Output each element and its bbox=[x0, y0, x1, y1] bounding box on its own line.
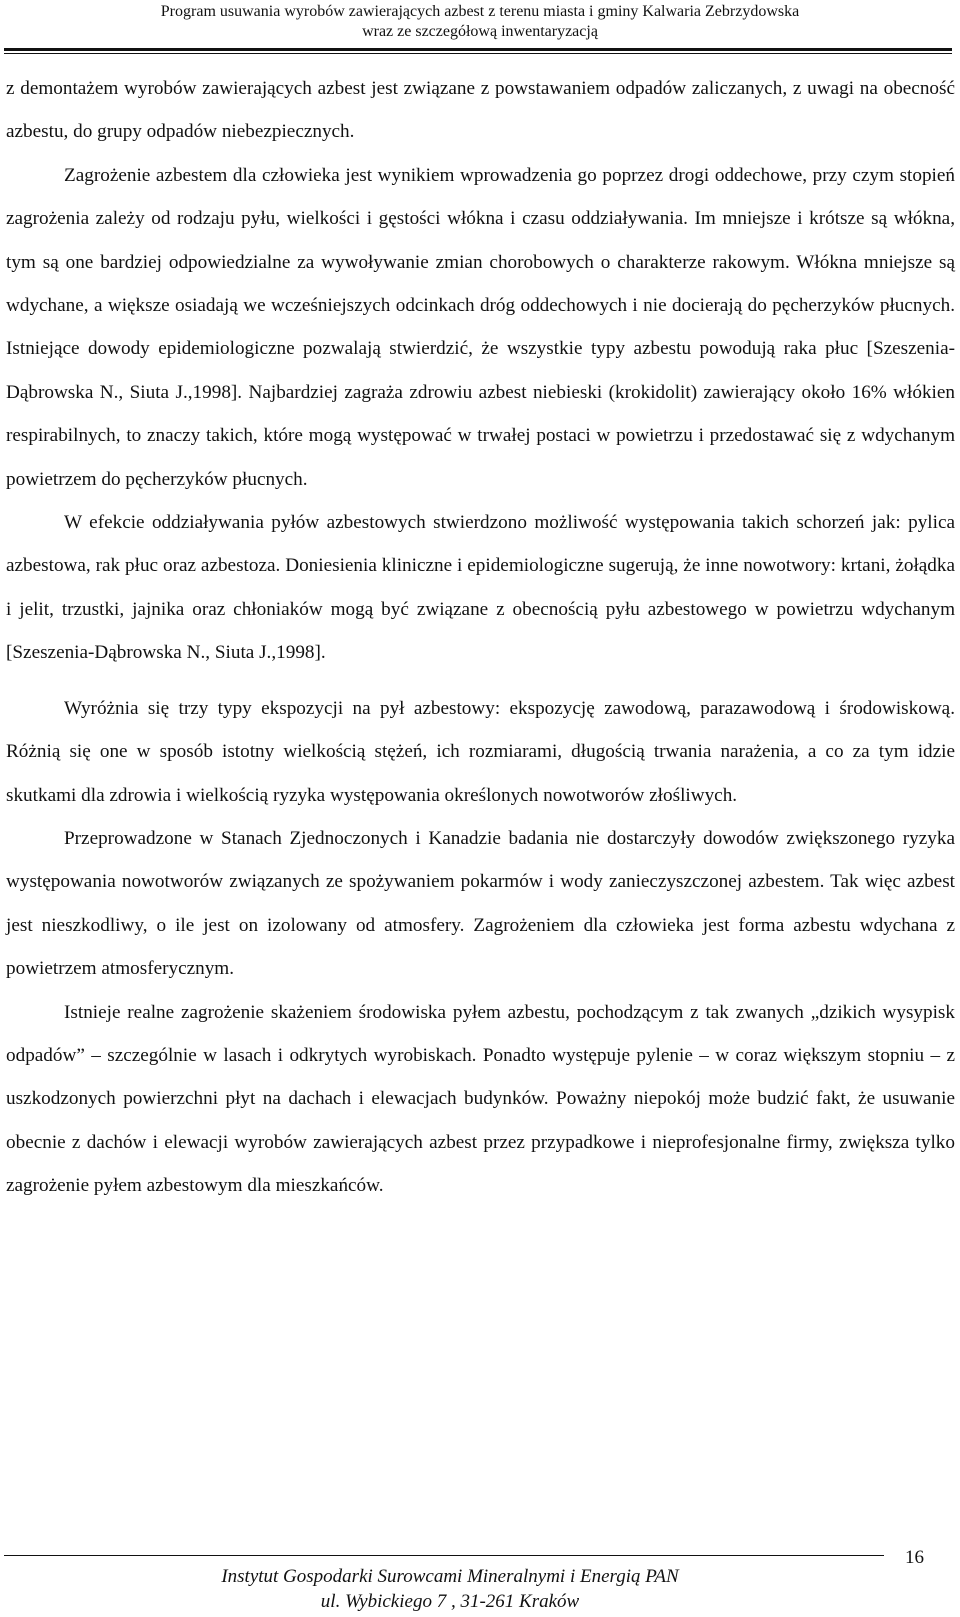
footer-divider bbox=[4, 1555, 884, 1556]
paragraph-5: Przeprowadzone w Stanach Zjednoczonych i Kanadzie badania nie dostarczyły dowodów zwiększonego ryzyka występowania nowotworów związanych ze spożywaniem pokarmów i wody zanieczyszczonej azbestem. Tak więc azbest jest nieszkodliwy, o ile jest on izolowany od atmosfery. Zagrożeniem dla człowieka jest forma azbestu wdychana z powietrzem atmosferycznym. bbox=[6, 827, 955, 980]
footer-address: ul. Wybickiego 7 , 31-261 Kraków bbox=[320, 1591, 580, 1612]
header-title-line1: Program usuwania wyrobów zawierających azbest z terenu miasta i gminy Kalwaria Zebrzydowska bbox=[160, 3, 800, 20]
paragraph-1: z demontażem wyrobów zawierających azbest jest związane z powstawaniem odpadów zaliczanych, z uwagi na obecność azbestu, do grupy odpadów niebezpiecznych. bbox=[6, 78, 955, 143]
paragraph-4: Wyróżnia się trzy typy ekspozycji na pył azbestowy: ekspozycję zawodową, parazawodową i środowiskową. Różnią się one w sposób istotny wielkością stężeń, ich rozmiarami, długością trwania narażenia, a co za tym idzie skutkami dla zdrowia i wielkością ryzyka występowania określonych nowotworów złośliwych. bbox=[6, 697, 955, 806]
page-number: 16 bbox=[905, 1547, 924, 1568]
page-footer bbox=[0, 1564, 900, 1614]
header-divider-thin bbox=[4, 53, 952, 54]
footer-institution: Instytut Gospodarki Surowcami Mineralnymi i Energią PAN bbox=[221, 1566, 679, 1587]
document-body bbox=[6, 67, 955, 1208]
header-divider-thick bbox=[4, 48, 952, 51]
paragraph-3: W efekcie oddziaływania pyłów azbestowych stwierdzono możliwość występowania takich schorzeń jak: pylica azbestowa, rak płuc oraz azbestoza. Doniesienia kliniczne i epidemiologiczne sugerują, że inne nowotwory: krtani, żołądka i jelit, trzustki, jajnika oraz chłoniaków mogą być związane z obecnością pyłu azbestowego w powietrzu wdychanym [Szeszenia-Dąbrowska N., Siuta J.,1998]. bbox=[6, 512, 955, 664]
paragraph-6: Istnieje realne zagrożenie skażeniem środowiska pyłem azbestu, pochodzącym z tak zwanych „dzikich wysypisk odpadów” – szczególnie w lasach i odkrytych wyrobiskach. Ponadto występuje pylenie – w coraz większym stopniu – z uszkodzonych powierzchni płyt na dachach i elewacjach budynków. Poważny niepokój może budzić fakt, że usuwanie obecnie z dachów i elewacji wyrobów zawierających azbest przez przypadkowe i nieprofesjonalne firmy, zwiększa tylko zagrożenie pyłem azbestowym dla mieszkańców. bbox=[6, 1001, 955, 1197]
paragraph-2: Zagrożenie azbestem dla człowieka jest wynikiem wprowadzenia go poprzez drogi oddechowe, przy czym stopień zagrożenia zależy od rodzaju pyłu, wielkości i gęstości włókna i czasu oddziaływania. Im mniejsze i krótsze są włókna, tym są one bardziej odpowiedzialne za wywoływanie zmian chorobowych o charakterze rakowym. Włókna mniejsze są wdychane, a większe osiadają we wcześniejszych odcinkach dróg oddechowych i nie docierają do pęcherzyków płucnych. Istniejące dowody epidemiologiczne pozwalają stwierdzić, że wszystkie typy azbestu powodują raka płuc [Szeszenia-Dąbrowska N., Siuta J.,1998]. Najbardziej zagraża zdrowiu azbest niebieski (krokidolit) zawierający około 16% włókien respirabilnych, to znaczy takich, które mogą występować w trwałej postaci w powietrzu i przedostawać się z wdychanym powietrzem do pęcherzyków płucnych. bbox=[6, 164, 955, 490]
header-title-line2: wraz ze szczegółową inwentaryzacją bbox=[362, 23, 598, 40]
page-header bbox=[0, 2, 960, 42]
